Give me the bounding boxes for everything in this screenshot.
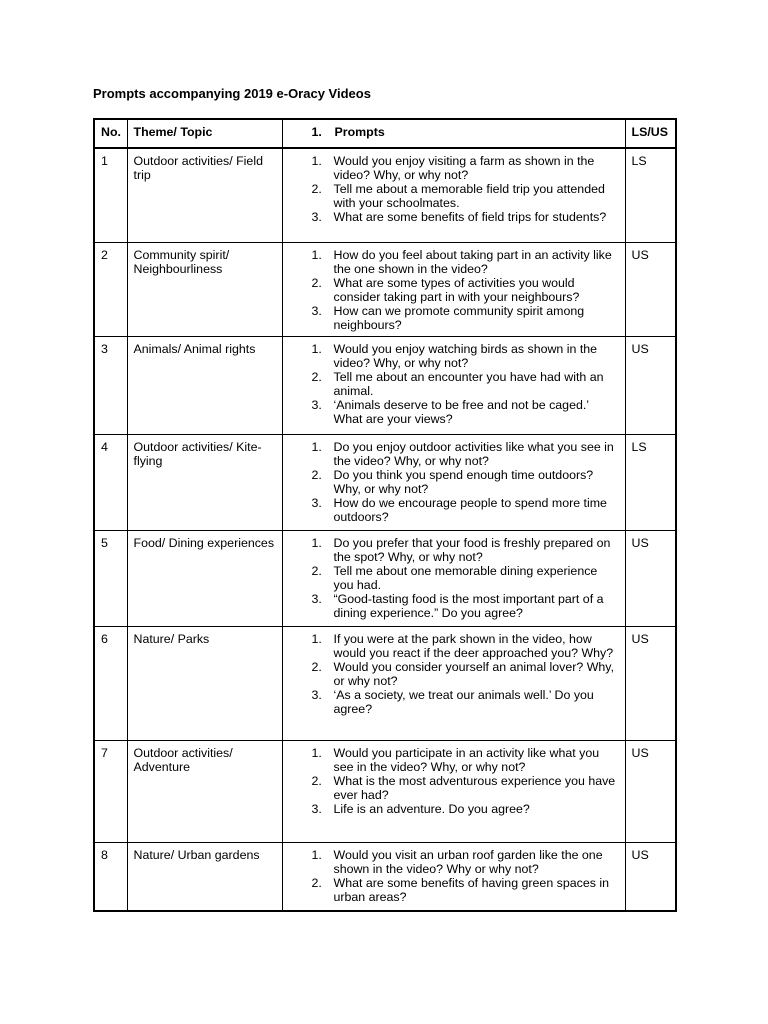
prompt-text: What are some types of activities you would consider taking part in with your neighbours? [333, 276, 580, 304]
prompt-item [289, 182, 619, 210]
prompt-number: 1. [311, 154, 322, 168]
row-theme: Nature/ Urban gardens [127, 843, 282, 912]
prompt-number: 1. [311, 848, 322, 862]
row-prompts [282, 435, 625, 531]
prompt-text: Would you enjoy watching birds as shown in the video? Why, or why not? [333, 342, 598, 370]
prompt-item [289, 592, 619, 620]
prompt-list [289, 154, 619, 224]
prompt-number: 2. [311, 182, 322, 196]
table-row [94, 243, 676, 337]
prompt-number: 2. [311, 876, 322, 890]
prompt-text: How do you feel about taking part in an activity like the one shown in the video? [333, 248, 612, 276]
row-number: 2 [94, 243, 127, 337]
row-lsus: US [625, 741, 676, 843]
prompt-item [289, 342, 619, 370]
prompt-text: How can we promote community spirit among neighbours? [333, 304, 585, 332]
prompt-text: Life is an adventure. Do you agree? [333, 802, 530, 816]
prompt-list [289, 632, 619, 716]
prompt-item [289, 688, 619, 716]
prompt-text: Do you prefer that your food is freshly prepared on the spot? Why, or why not? [333, 536, 611, 564]
prompt-number: 2. [311, 660, 322, 674]
prompt-number: 3. [311, 398, 322, 412]
header-no: No. [94, 119, 127, 148]
row-prompts [282, 243, 625, 337]
prompt-number: 1. [311, 632, 322, 646]
row-lsus: US [625, 627, 676, 741]
prompt-text: ‘Animals deserve to be free and not be caged.’ What are your views? [333, 398, 589, 426]
row-theme: Animals/ Animal rights [127, 337, 282, 435]
row-theme: Nature/ Parks [127, 627, 282, 741]
prompt-item [289, 276, 619, 304]
prompt-number: 1. [311, 342, 322, 356]
prompt-number: 3. [311, 688, 322, 702]
prompt-number: 3. [311, 802, 322, 816]
row-theme: Food/ Dining experiences [127, 531, 282, 627]
prompt-item [289, 370, 619, 398]
row-prompts [282, 627, 625, 741]
prompt-item [289, 774, 619, 802]
header-lsus: LS/US [625, 119, 676, 148]
prompts-table [93, 118, 677, 912]
row-prompts [282, 531, 625, 627]
table-row [94, 843, 676, 912]
prompt-text: ‘As a society, we treat our animals well.’ Do you agree? [333, 688, 594, 716]
prompt-text: “Good-tasting food is the most important part of a dining experience.” Do you agree? [333, 592, 604, 620]
prompt-text: What are some benefits of field trips for students? [333, 210, 607, 224]
row-prompts [282, 337, 625, 435]
table-row [94, 435, 676, 531]
table-header-row [94, 119, 676, 148]
prompt-item [289, 876, 619, 904]
row-prompts [282, 148, 625, 243]
row-number: 7 [94, 741, 127, 843]
row-theme: Outdoor activities/ Adventure [127, 741, 282, 843]
prompt-item [289, 802, 619, 816]
prompt-list [289, 440, 619, 524]
row-theme: Community spirit/ Neighbourliness [127, 243, 282, 337]
header-prompts-label: Prompts [334, 125, 385, 139]
header-prompts-number: 1. [311, 125, 322, 139]
prompt-list [289, 342, 619, 426]
prompt-item [289, 746, 619, 774]
prompt-text: Would you enjoy visiting a farm as shown in the video? Why, or why not? [333, 154, 595, 182]
prompt-number: 3. [311, 496, 322, 510]
prompt-number: 2. [311, 468, 322, 482]
row-lsus: US [625, 843, 676, 912]
prompt-text: If you were at the park shown in the video, how would you react if the deer approached you? Why? [333, 632, 614, 660]
prompt-number: 2. [311, 564, 322, 578]
table-row [94, 627, 676, 741]
row-number: 6 [94, 627, 127, 741]
prompt-number: 2. [311, 276, 322, 290]
row-number: 8 [94, 843, 127, 912]
prompt-item [289, 536, 619, 564]
header-theme: Theme/ Topic [127, 119, 282, 148]
prompt-item [289, 468, 619, 496]
row-theme: Outdoor activities/ Kite-flying [127, 435, 282, 531]
row-lsus: US [625, 243, 676, 337]
row-number: 3 [94, 337, 127, 435]
row-number: 5 [94, 531, 127, 627]
prompt-list [289, 536, 619, 620]
row-prompts [282, 741, 625, 843]
prompt-text: What is the most adventurous experience you have ever had? [333, 774, 616, 802]
table-row [94, 337, 676, 435]
prompt-number: 1. [311, 536, 322, 550]
row-lsus: US [625, 337, 676, 435]
prompt-number: 2. [311, 370, 322, 384]
prompt-text: Do you enjoy outdoor activities like what you see in the video? Why, or why not? [333, 440, 614, 468]
prompt-item [289, 660, 619, 688]
row-lsus: LS [625, 148, 676, 243]
prompt-item [289, 248, 619, 276]
prompt-item [289, 496, 619, 524]
table-row [94, 741, 676, 843]
prompt-text: Tell me about an encounter you have had with an animal. [333, 370, 604, 398]
row-lsus: US [625, 531, 676, 627]
prompt-text: Would you participate in an activity like what you see in the video? Why, or why not? [333, 746, 600, 774]
prompt-item [289, 564, 619, 592]
row-number: 4 [94, 435, 127, 531]
prompt-number: 3. [311, 210, 322, 224]
prompt-list [289, 848, 619, 904]
prompt-text: How do we encourage people to spend more time outdoors? [333, 496, 607, 524]
row-prompts [282, 843, 625, 912]
row-number: 1 [94, 148, 127, 243]
prompt-number: 1. [311, 746, 322, 760]
prompt-item [289, 210, 619, 224]
table-row [94, 148, 676, 243]
table-row [94, 531, 676, 627]
header-prompts [282, 119, 625, 148]
prompt-item [289, 440, 619, 468]
prompt-text: Do you think you spend enough time outdoors? Why, or why not? [333, 468, 594, 496]
prompt-number: 3. [311, 592, 322, 606]
prompt-list [289, 248, 619, 332]
prompt-text: Would you visit an urban roof garden like the one shown in the video? Why or why not? [333, 848, 603, 876]
row-theme: Outdoor activities/ Field trip [127, 148, 282, 243]
prompt-text: Would you consider yourself an animal lover? Why, or why not? [333, 660, 615, 688]
page-title: Prompts accompanying 2019 e-Oracy Videos [93, 86, 371, 101]
prompt-item [289, 304, 619, 332]
prompt-list [289, 746, 619, 816]
prompt-number: 3. [311, 304, 322, 318]
prompt-text: What are some benefits of having green spaces in urban areas? [333, 876, 610, 904]
prompt-item [289, 398, 619, 426]
prompt-number: 1. [311, 248, 322, 262]
prompt-number: 2. [311, 774, 322, 788]
row-lsus: LS [625, 435, 676, 531]
prompt-text: Tell me about one memorable dining experience you had. [333, 564, 598, 592]
prompt-number: 1. [311, 440, 322, 454]
prompt-text: Tell me about a memorable field trip you attended with your schoolmates. [333, 182, 605, 210]
prompt-item [289, 632, 619, 660]
prompt-item [289, 848, 619, 876]
prompt-item [289, 154, 619, 182]
